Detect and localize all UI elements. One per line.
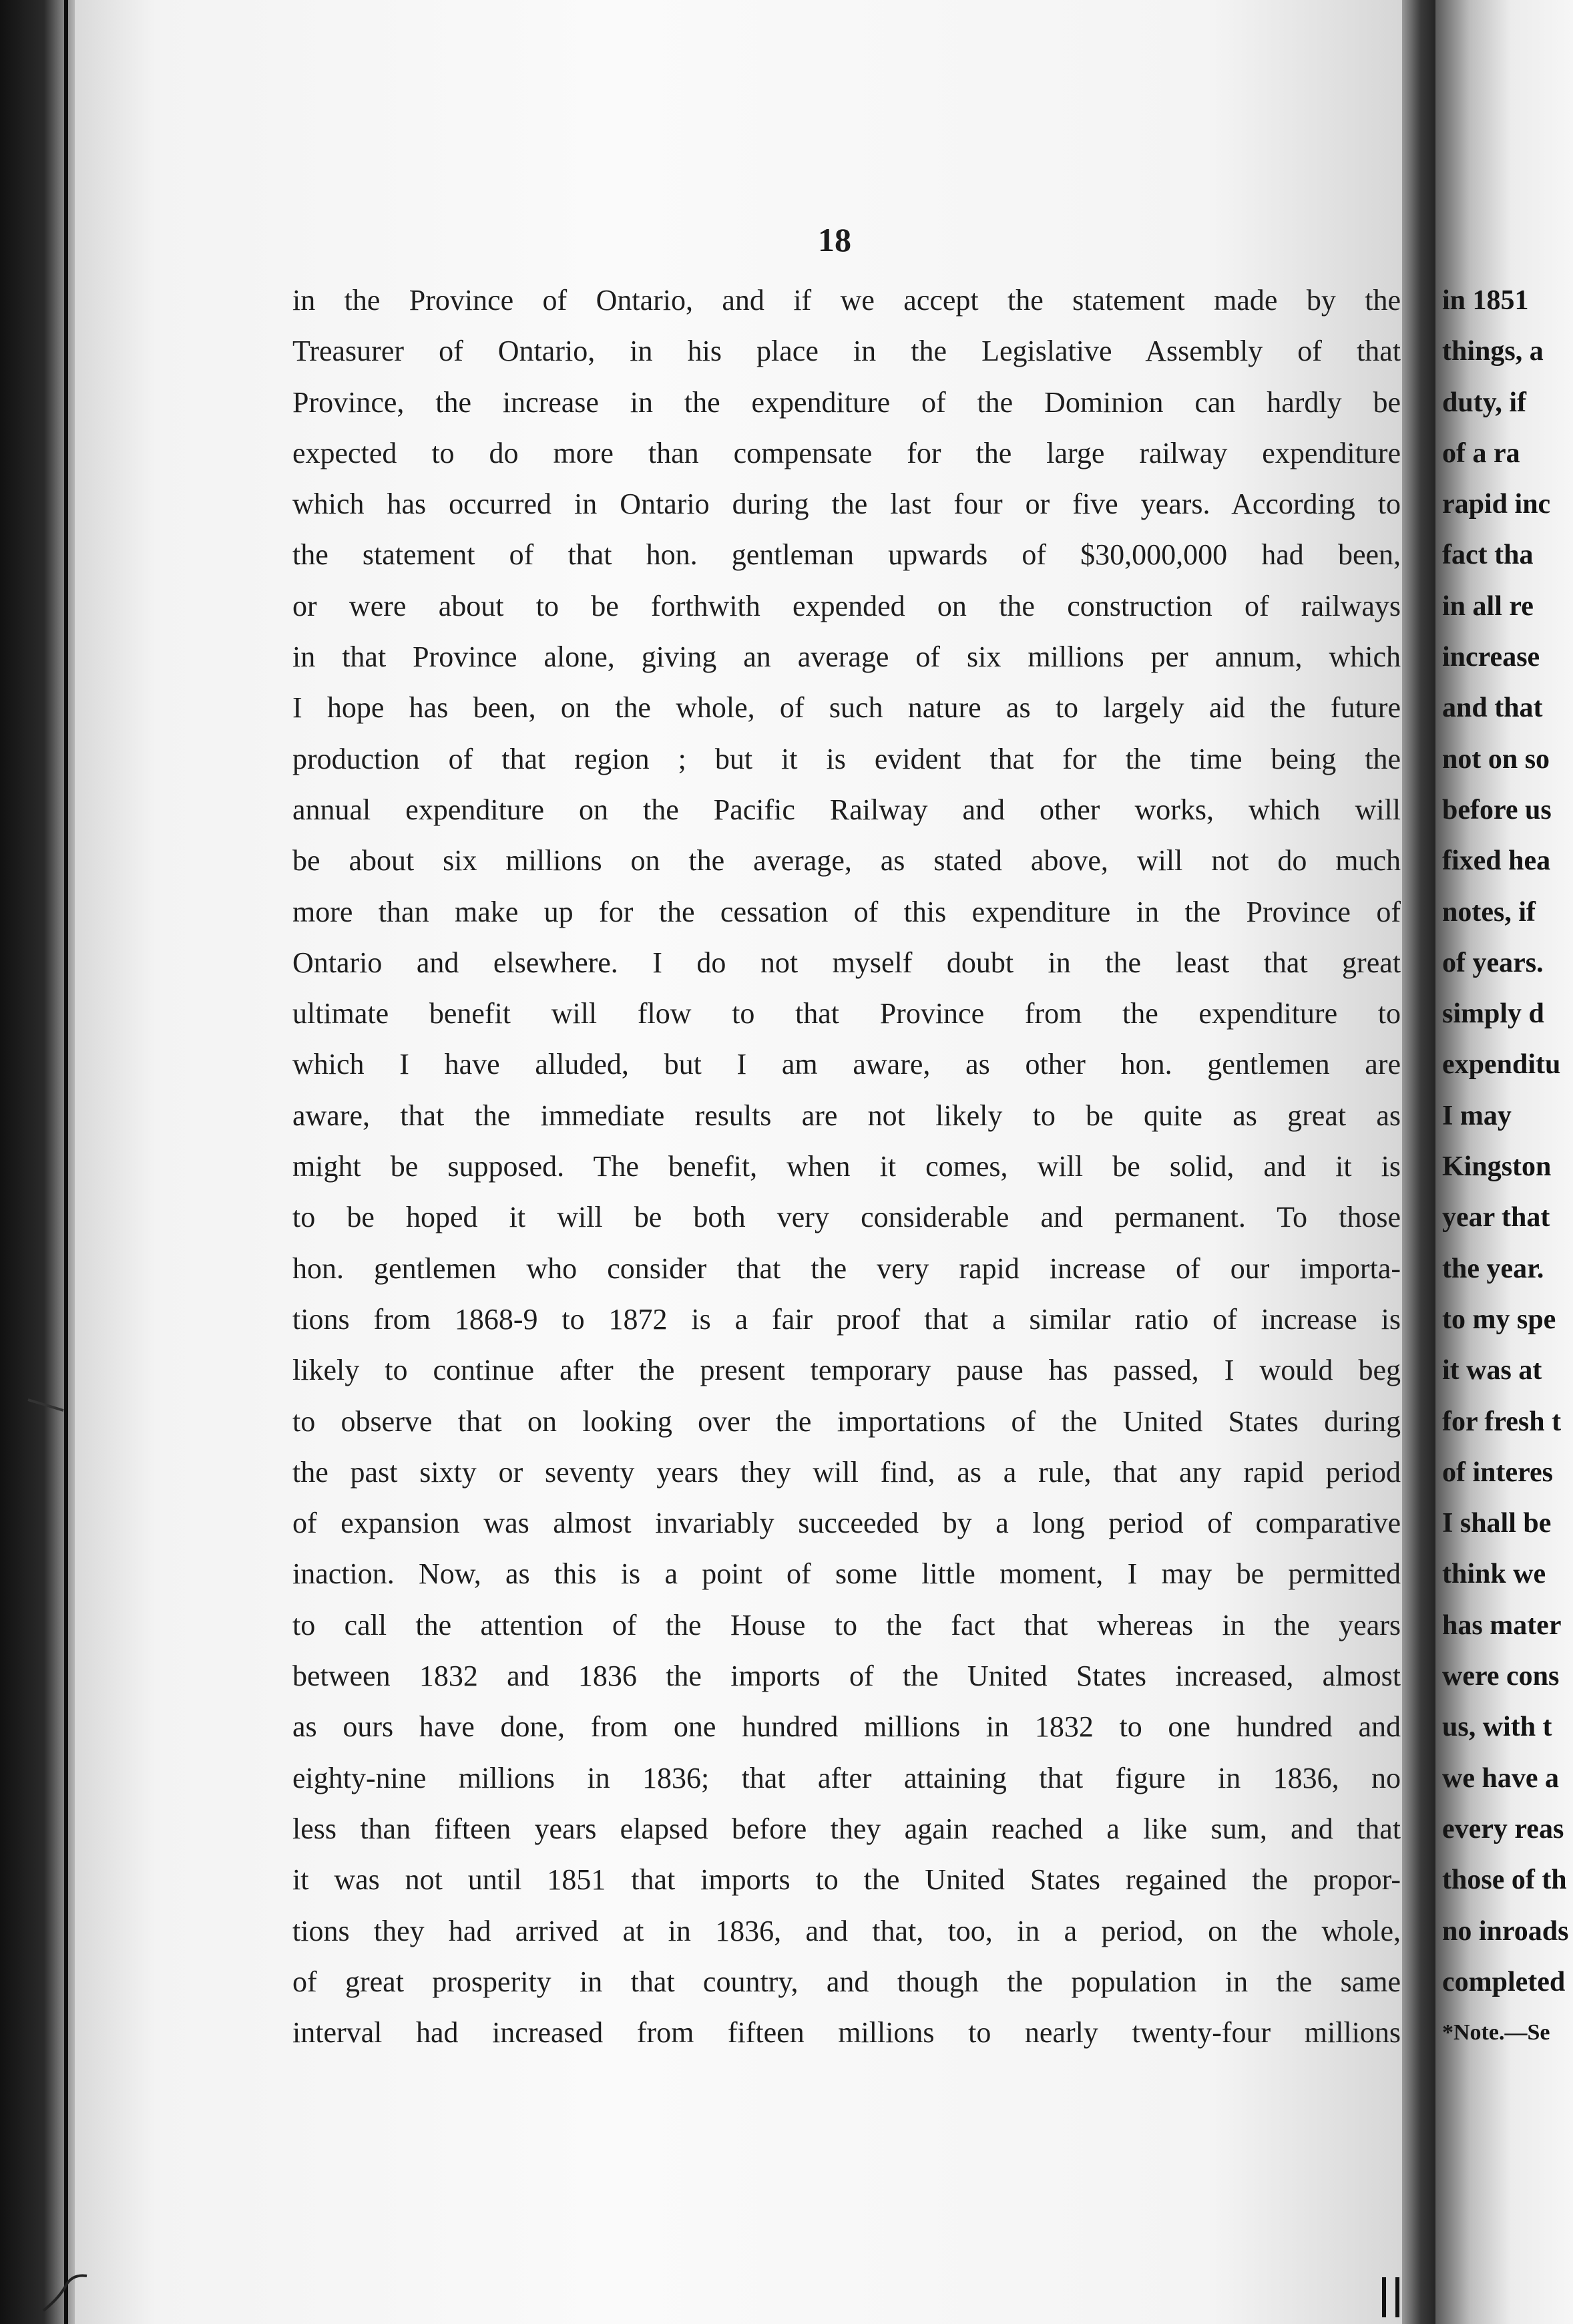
facing-text-line: and that	[1442, 693, 1543, 724]
text-line: tions they had arrived at in 1836, and that, too, in a period, on the whole,	[292, 1914, 1401, 1947]
text-line: it was not until 1851 that imports to the United States regained the propor-	[292, 1863, 1401, 1897]
binding-thread-mark	[1375, 2271, 1415, 2324]
facing-text-line: of interes	[1442, 1457, 1554, 1488]
facing-text-line: it was at	[1442, 1355, 1542, 1386]
facing-text-line: Kingston	[1442, 1151, 1552, 1183]
facing-text-line: increase	[1442, 642, 1540, 673]
text-line: Treasurer of Ontario, in his place in the Legislative Assembly of that	[292, 335, 1401, 368]
facing-text-line: we have a	[1442, 1762, 1559, 1794]
facing-text-line: not on so	[1442, 743, 1550, 775]
text-line: the past sixty or seventy years they will find, as a rule, that any rapid period	[292, 1455, 1401, 1489]
text-line: less than fifteen years elapsed before they again reached a like sum, and that	[292, 1812, 1401, 1845]
facing-text-line: were cons	[1442, 1661, 1560, 1692]
facing-text-line: year that	[1442, 1202, 1550, 1233]
facing-text-line: I may	[1442, 1100, 1512, 1131]
facing-text-line: fact tha	[1442, 540, 1534, 571]
facing-text-line: no inroads	[1442, 1915, 1569, 1947]
facing-text-line: completed	[1442, 1966, 1566, 1997]
text-line: to call the attention of the House to the fact that whereas in the years	[292, 1608, 1401, 1641]
text-line: between 1832 and 1836 the imports of the United States increased, almost	[292, 1660, 1401, 1693]
text-line: annual expenditure on the Pacific Railway and other works, which will	[292, 793, 1401, 826]
text-line: likely to continue after the present temporary pause has passed, I would beg	[292, 1354, 1401, 1387]
text-line: Ontario and elsewhere. I do not myself doubt in the least that great	[292, 946, 1401, 979]
text-line: expected to do more than compensate for the large railway expenditure	[292, 436, 1401, 469]
text-line: production of that region ; but it is evident that for the time being the	[292, 742, 1401, 775]
text-line: inaction. Now, as this is a point of some little moment, I may be permitted	[292, 1557, 1401, 1591]
text-line: in that Province alone, giving an average of six millions per annum, which	[292, 640, 1401, 674]
text-line: as ours have done, from one hundred millions in 1832 to one hundred and	[292, 1710, 1401, 1744]
facing-text-line: has mater	[1442, 1609, 1562, 1641]
facing-text-line: the year.	[1442, 1253, 1544, 1284]
text-line: hon. gentlemen who consider that the very rapid increase of our importa-	[292, 1251, 1401, 1285]
facing-text-line: notes, if	[1442, 896, 1536, 928]
facing-text-line: *Note.—Se	[1442, 2020, 1550, 2046]
facing-text-line: I shall be	[1442, 1508, 1552, 1539]
text-line: which has occurred in Ontario during the last four or five years. According to	[292, 488, 1401, 521]
facing-text-line: us, with t	[1442, 1712, 1552, 1743]
scan-scribble-mark	[40, 2271, 93, 2317]
text-line: which I have alluded, but I am aware, as other hon. gentlemen are	[292, 1048, 1401, 1081]
facing-text-line: fixed hea	[1442, 845, 1551, 877]
text-line: more than make up for the cessation of this expenditure in the Province of	[292, 895, 1401, 928]
facing-text-line: those of th	[1442, 1865, 1567, 1896]
text-line: aware, that the immediate results are not likely to be quite as great as	[292, 1099, 1401, 1132]
text-line: or were about to be forthwith expended on the construction of railways	[292, 589, 1401, 622]
facing-text-line: duty, if	[1442, 387, 1527, 418]
text-line: to observe that on looking over the importations of the United States during	[292, 1404, 1401, 1438]
text-line: be about six millions on the average, as stated above, will not do much	[292, 844, 1401, 878]
facing-text-line: expenditu	[1442, 1049, 1561, 1081]
facing-text-line: rapid inc	[1442, 489, 1551, 520]
facing-text-line: of a ra	[1442, 437, 1520, 469]
facing-text-line: simply d	[1442, 998, 1544, 1030]
text-line: in the Province of Ontario, and if we accept the statement made by the	[292, 284, 1401, 317]
page-edge-shadow	[64, 0, 68, 2324]
scan-speck-mark	[27, 1396, 67, 1416]
text-line: Province, the increase in the expenditure of the Dominion can hardly be	[292, 385, 1401, 419]
text-line: of expansion was almost invariably succeeded by a long period of comparative	[292, 1507, 1401, 1540]
facing-text-line: every reas	[1442, 1813, 1564, 1845]
facing-text-line: to my spe	[1442, 1304, 1556, 1335]
text-line: might be supposed. The benefit, when it comes, will be solid, and it is	[292, 1150, 1401, 1183]
text-line: of great prosperity in that country, and though the population in the same	[292, 1965, 1401, 1998]
page-body-text	[292, 275, 1401, 2058]
facing-text-line: before us	[1442, 794, 1552, 825]
facing-text-line: in 1851	[1442, 285, 1529, 316]
text-line: tions from 1868-9 to 1872 is a fair proof that a similar ratio of increase is	[292, 1302, 1401, 1336]
scanner-background-left	[0, 0, 80, 2324]
text-line: I hope has been, on the whole, of such nature as to largely aid the future	[292, 691, 1401, 725]
text-line: the statement of that hon. gentleman upwards of $30,000,000 had been,	[292, 538, 1401, 572]
text-line: eighty-nine millions in 1836; that after attaining that figure in 1836, no	[292, 1761, 1401, 1794]
text-line: ultimate benefit will flow to that Province from the expenditure to	[292, 997, 1401, 1030]
facing-text-line: think we	[1442, 1559, 1546, 1590]
facing-text-line: of years.	[1442, 947, 1544, 978]
facing-text-line: things, a	[1442, 336, 1544, 367]
text-line: to be hoped it will be both very considerable and permanent. To those	[292, 1201, 1401, 1234]
text-line: interval had increased from fifteen millions to nearly twenty-four millions	[292, 2016, 1401, 2050]
page-number: 18	[818, 221, 851, 258]
facing-text-line: in all re	[1442, 590, 1534, 622]
facing-page-text	[1442, 275, 1573, 2058]
facing-text-line: for fresh t	[1442, 1406, 1562, 1437]
